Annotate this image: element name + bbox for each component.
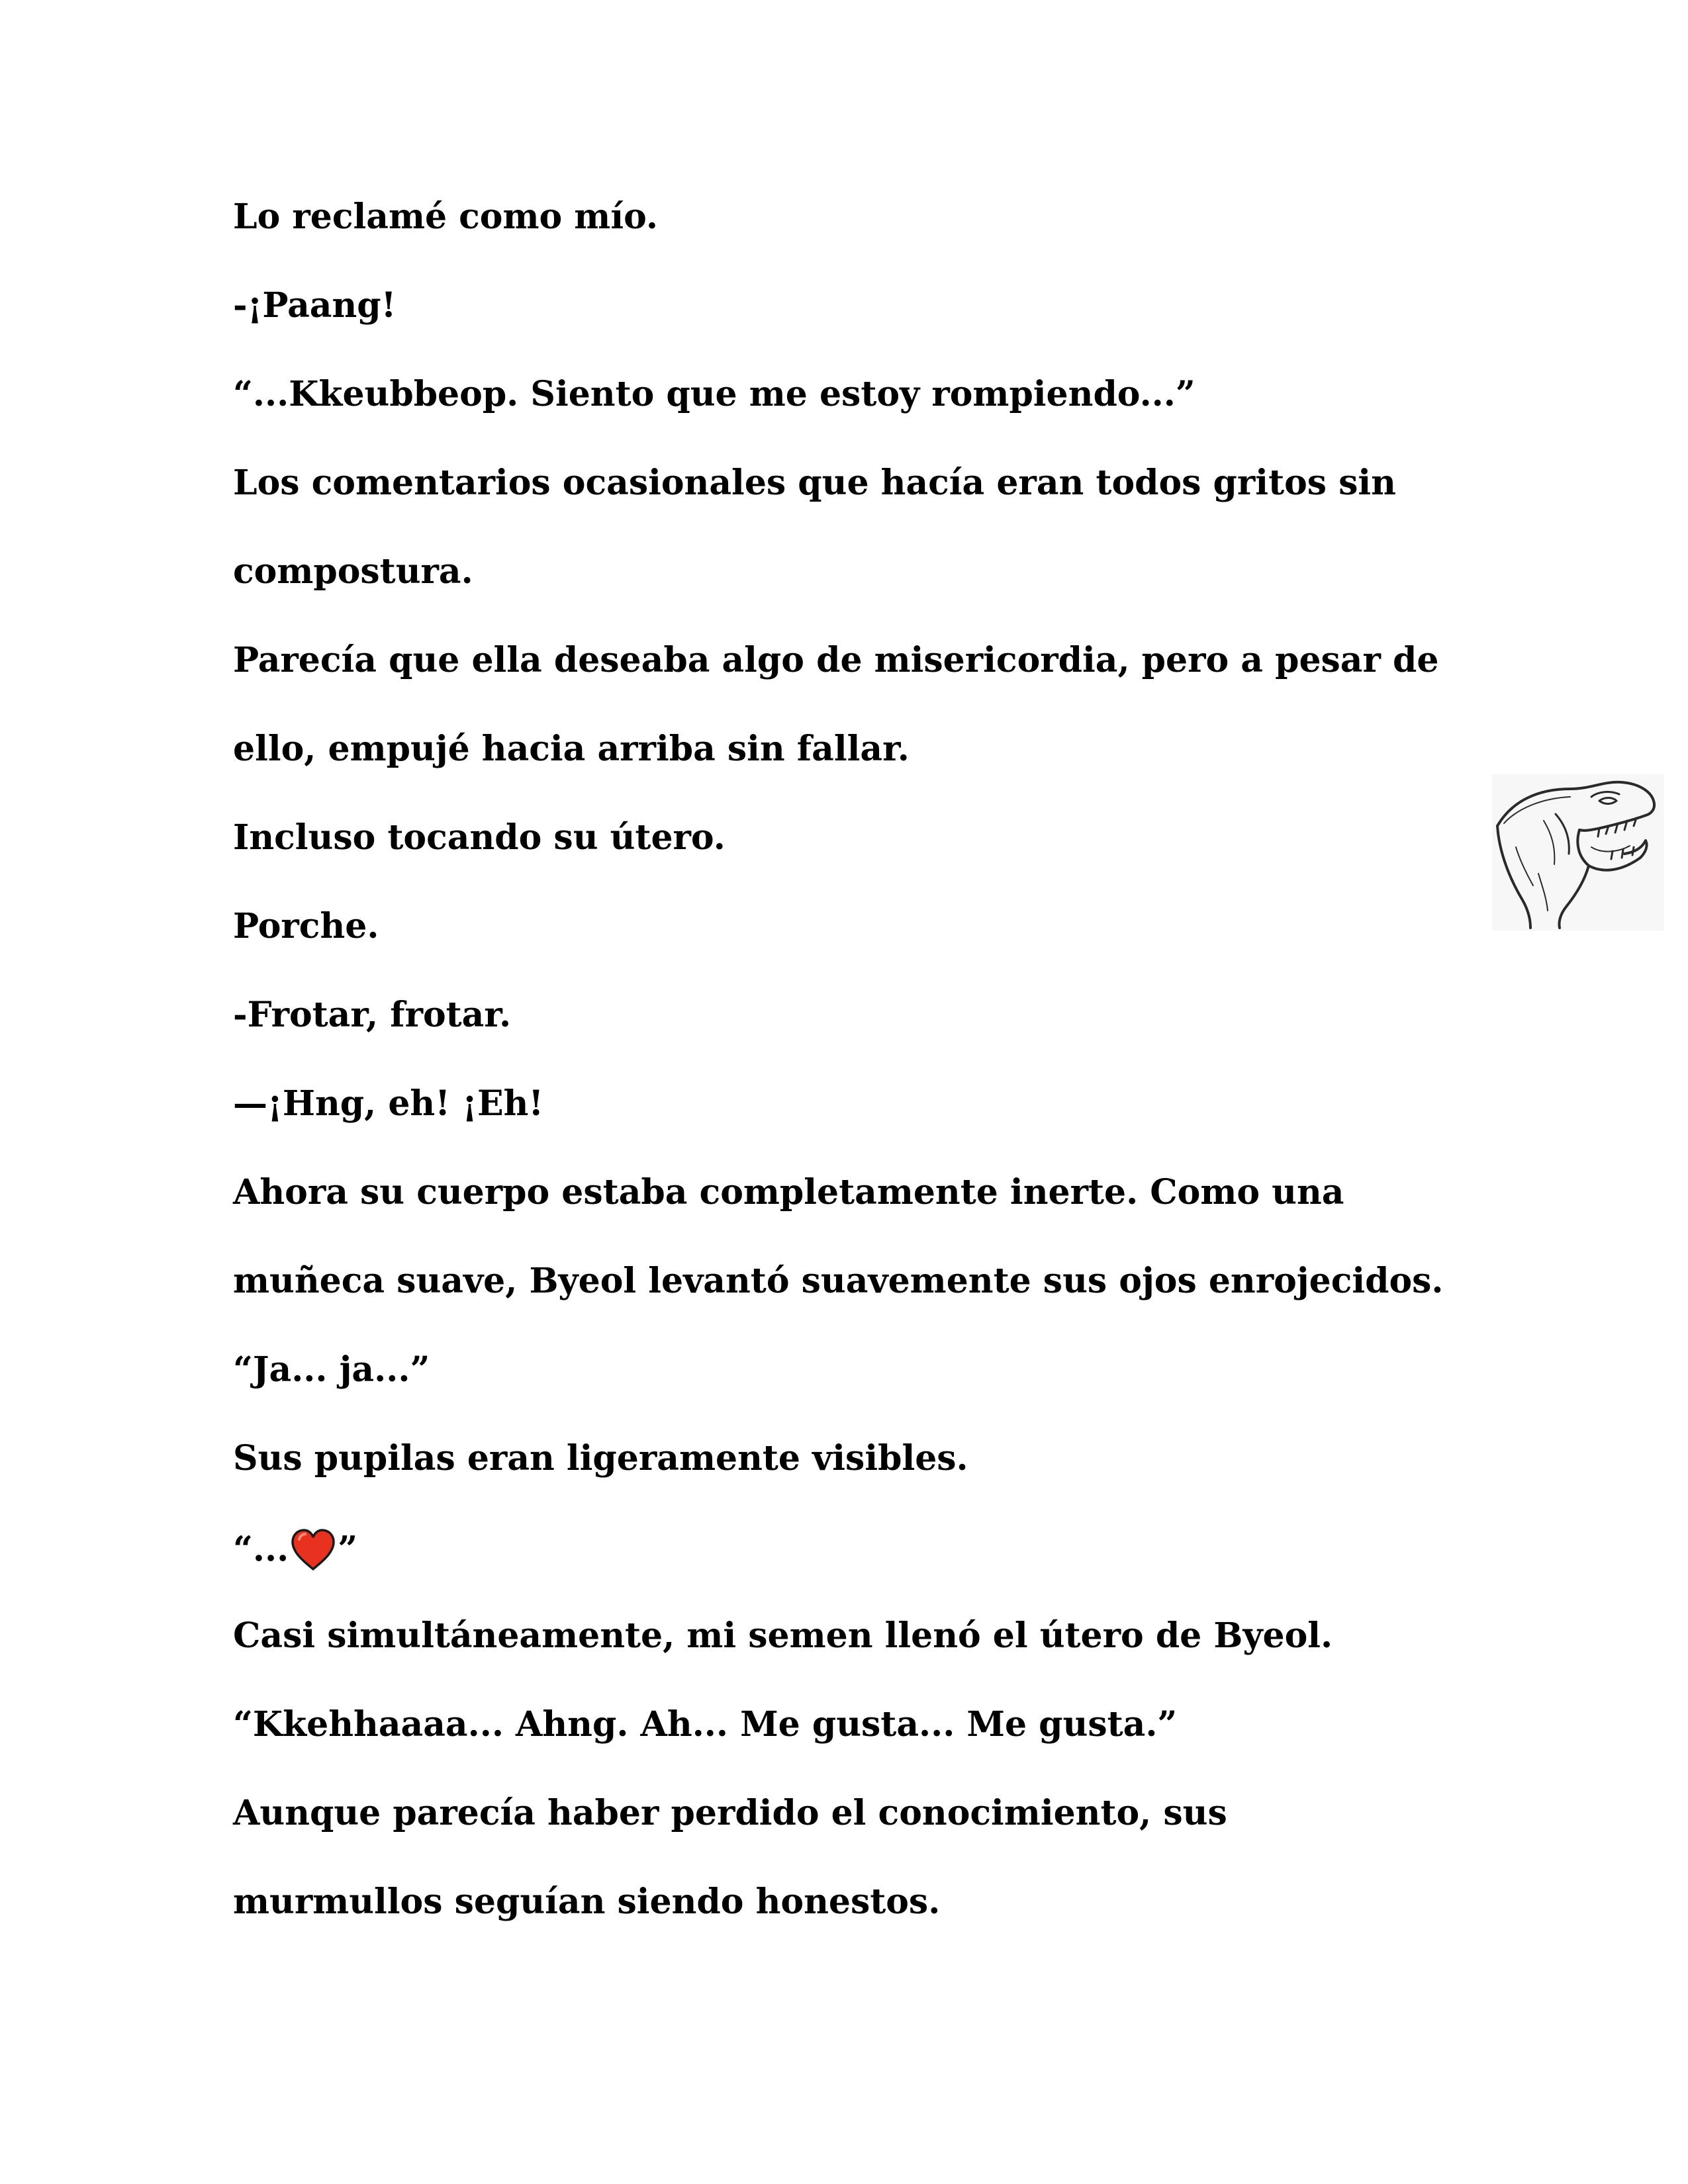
text-line: Parecía que ella deseaba algo de misericordia, pero a pesar de: [233, 640, 1439, 680]
text-line: “...Kkeubbeop. Siento que me estoy rompiendo...”: [233, 374, 1196, 414]
text-line: —¡Hng, eh! ¡Eh!: [233, 1083, 544, 1124]
text-line: compostura.: [233, 551, 473, 592]
text-line: “Ja... ja...”: [233, 1349, 430, 1390]
text-line: Sus pupilas eran ligeramente visibles.: [233, 1438, 968, 1479]
text-line: Lo reclamé como mío.: [233, 197, 658, 237]
text-line: “Kkehhaaaa... Ahng. Ah... Me gusta... Me gusta.”: [233, 1704, 1178, 1745]
text-line: -Frotar, frotar.: [233, 995, 512, 1035]
text-line: ello, empujé hacia arriba sin fallar.: [233, 729, 910, 769]
heart-text-line: [233, 1521, 357, 1576]
heart-line-open: “...: [233, 1529, 289, 1570]
dinosaur-head-icon: [1492, 774, 1664, 931]
text-line: Aunque parecía haber perdido el conocimiento, sus: [233, 1793, 1227, 1833]
heart-icon: [290, 1528, 336, 1572]
text-line: -¡Paang!: [233, 285, 397, 326]
text-line: Incluso tocando su útero.: [233, 817, 726, 858]
text-line: Porche.: [233, 906, 379, 946]
heart-line-close: ”: [338, 1529, 358, 1570]
text-line: Ahora su cuerpo estaba completamente inerte. Como una: [233, 1172, 1344, 1212]
text-line: Casi simultáneamente, mi semen llenó el útero de Byeol.: [233, 1615, 1333, 1656]
text-line: muñeca suave, Byeol levantó suavemente sus ojos enrojecidos.: [233, 1261, 1444, 1301]
text-line: Los comentarios ocasionales que hacía eran todos gritos sin: [233, 463, 1396, 503]
text-line: murmullos seguían siendo honestos.: [233, 1882, 941, 1922]
